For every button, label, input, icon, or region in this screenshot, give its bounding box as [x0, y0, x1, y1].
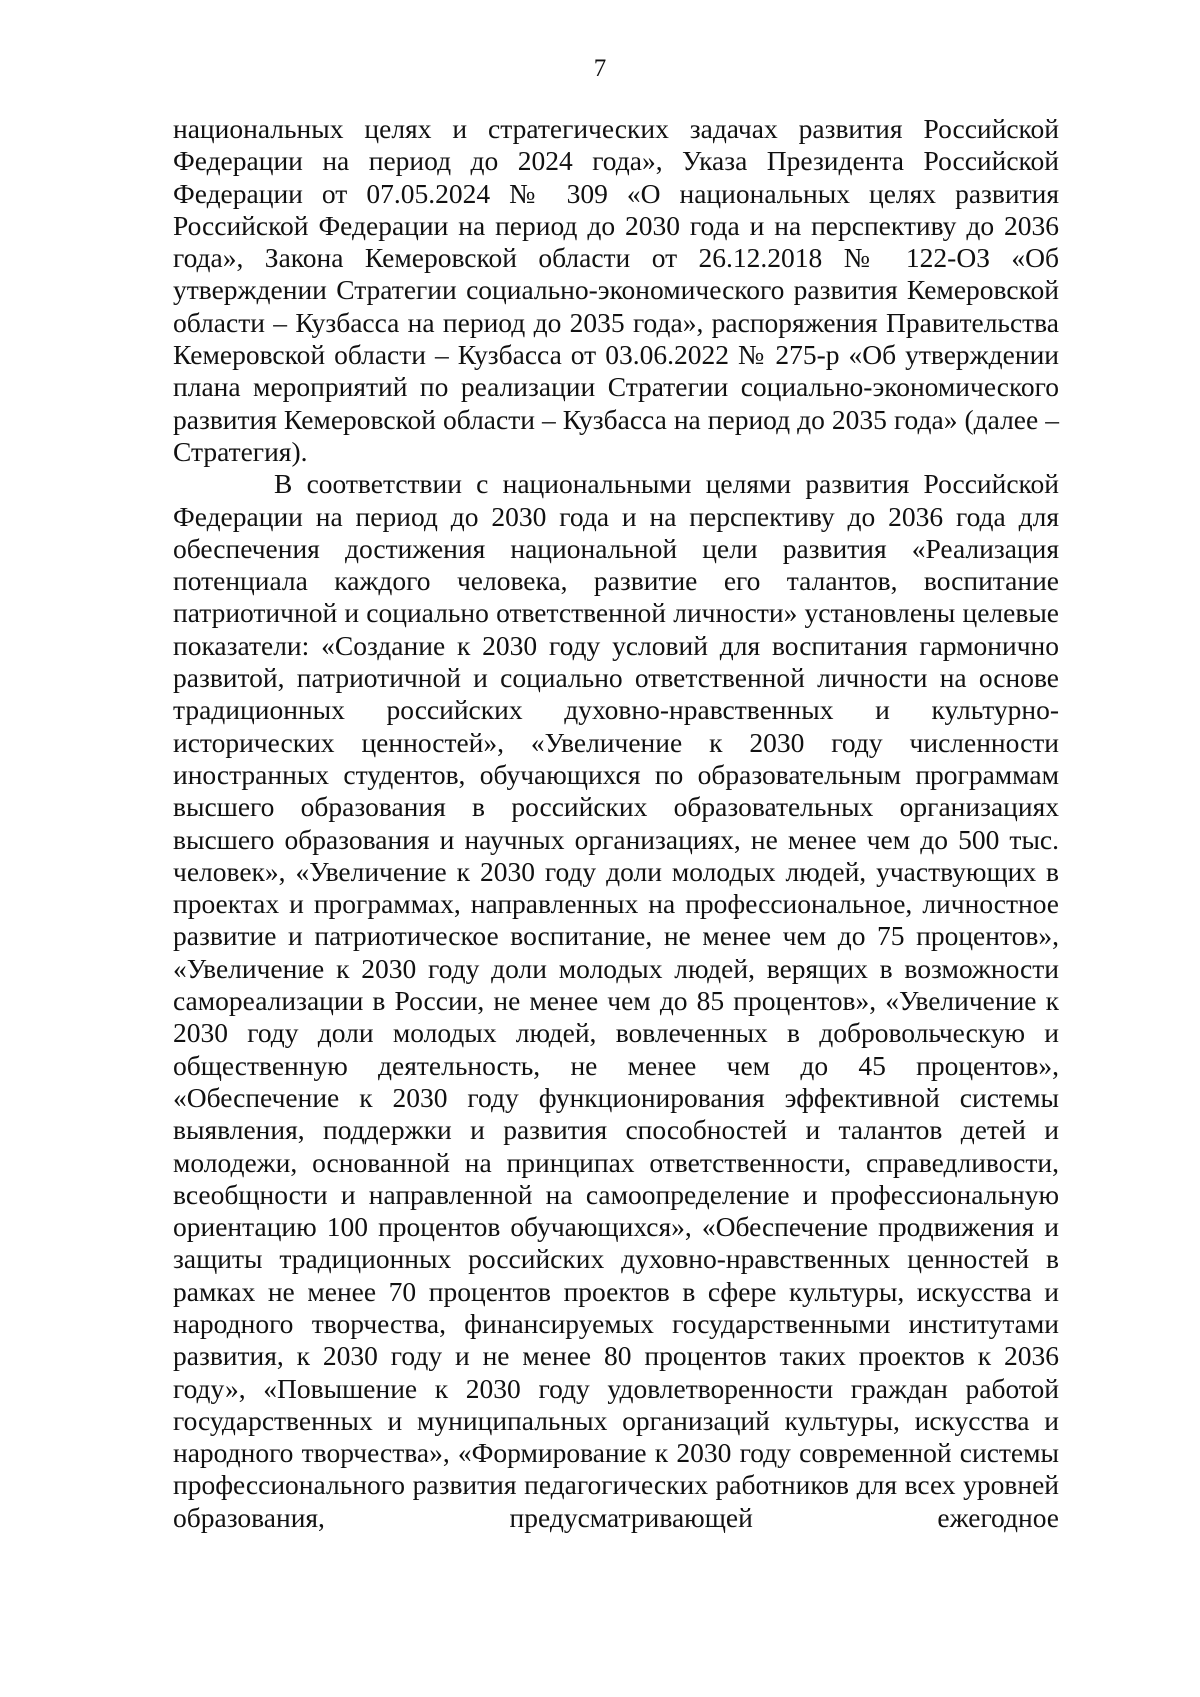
- text-line: Федерации на период до 2024 года», Указа Президента Российской: [173, 145, 1059, 177]
- text-line: национальных целях и стратегических задачах развития Российской: [173, 113, 1059, 144]
- text-line: потенциала каждого человека, развитие его талантов, воспитание: [173, 565, 1059, 597]
- text-line: социально-экономического развития Кемеровской области – Кузбасса на: [173, 371, 1060, 435]
- text-line: менее чем до 45 процентов», «Обеспечение к 2030 году: [173, 1049, 1059, 1113]
- text-line: принципах ответственности, справедливости, всеобщности и: [173, 1146, 1059, 1210]
- text-line: гармонично развитой, патриотичной и социально ответственной: [173, 629, 1060, 694]
- text-line: народного творчества», «Формирование к 2030 году современной: [173, 1437, 952, 1469]
- page-number: 7: [593, 55, 607, 82]
- body-text: [173, 113, 1059, 1534]
- text-line: системы профессионального развития педагогических работников для: [173, 1437, 1060, 1501]
- text-line: всех уровней образования, предусматривающей ежегодное: [173, 1469, 1059, 1533]
- text-line: Федерации на период до 2030 года и на перспективу до 2036 года для: [173, 500, 1059, 532]
- text-line: Российской Федерации на период до 2030 года и на перспективу до: [173, 209, 995, 241]
- text-line: направленной на самоопределение и профессиональную ориентацию: [173, 1178, 1059, 1243]
- paragraph-national-goals: [173, 468, 1059, 1534]
- text-line: вовлеченных в добровольческую и общественную деятельность, не: [173, 1017, 1060, 1081]
- text-line: людей, верящих в возможности самореализации в России, не менее чем: [173, 952, 1059, 1017]
- text-line: Федерации от 07.05.2024 № 309 «О национальных целях развития: [173, 177, 1059, 209]
- text-line: целевые показатели: «Создание к 2030 году условий для воспитания: [173, 597, 1060, 661]
- text-line: 100 процентов обучающихся», «Обеспечение продвижения и защиты: [173, 1211, 1059, 1275]
- text-line: традиционных российских духовно-нравственных ценностей в рамках не: [173, 1243, 1060, 1307]
- text-line: 2030 году и не менее 80 процентов таких проектов к 2036 году»,: [173, 1340, 1060, 1404]
- text-line: программам высшего образования в российских образовательных: [173, 758, 1060, 823]
- text-line: 2036 года», Закона Кемеровской области от 26.12.2018 № 122-ОЗ «Об: [173, 209, 1059, 274]
- text-line: чем до 500 тыс. человек», «Увеличение к 2030 году доли молодых: [173, 823, 1059, 887]
- text-line: развития способностей и талантов детей и молодежи, основанной на: [173, 1114, 1060, 1178]
- text-line: В соответствии с национальными целями развития Российской: [274, 468, 1059, 500]
- text-line: менее 70 процентов проектов в сфере культуры, искусства и народного: [173, 1275, 1059, 1339]
- text-line: Правительства Кемеровской области – Кузбасса от 03.06.2022 № 275-р: [173, 306, 1060, 371]
- text-line: не менее чем до 75 процентов», «Увеличение к 2030 году доли молодых: [173, 920, 1059, 984]
- text-line: «Повышение к 2030 году удовлетворенности граждан работой: [263, 1372, 1060, 1404]
- text-line: обеспечения достижения национальной цели развития «Реализация: [173, 532, 1059, 564]
- text-line: численности иностранных студентов, обучающихся по образовательным: [173, 726, 1060, 790]
- text-line: Кемеровской области – Кузбасса на период до 2035 года», распоряжения: [173, 274, 1059, 338]
- text-line: творчества, финансируемых государственными институтами развития, к: [173, 1307, 1059, 1372]
- text-line: организациях высшего образования и научных организациях, не менее: [173, 791, 1059, 855]
- paragraph-legal-basis: [173, 113, 1059, 468]
- text-line: профессиональное, личностное развитие и патриотическое воспитание,: [173, 888, 1059, 952]
- text-line: «Об утверждении плана мероприятий по реализации Стратегии: [173, 339, 1059, 403]
- text-line: функционирования эффективной системы выявления, поддержки и: [173, 1081, 1060, 1146]
- text-line: государственных и муниципальных организаций культуры, искусства и: [173, 1404, 1059, 1436]
- text-line: период до 2035 года» (далее – Стратегия).: [173, 403, 1060, 467]
- text-line: до 85 процентов», «Увеличение к 2030 году доли молодых людей,: [173, 985, 1059, 1049]
- text-line: патриотичной и социально ответственной личности» установлены: [173, 597, 956, 629]
- text-line: личности на основе традиционных российских духовно-нравственных и: [173, 662, 1060, 726]
- text-line: культурно-исторических ценностей», «Увеличение к 2030 году: [173, 694, 1059, 758]
- text-line: утверждении Стратегии социально-экономического развития: [173, 274, 898, 306]
- text-line: людей, участвующих в проектах и программах, направленных на: [173, 855, 1060, 920]
